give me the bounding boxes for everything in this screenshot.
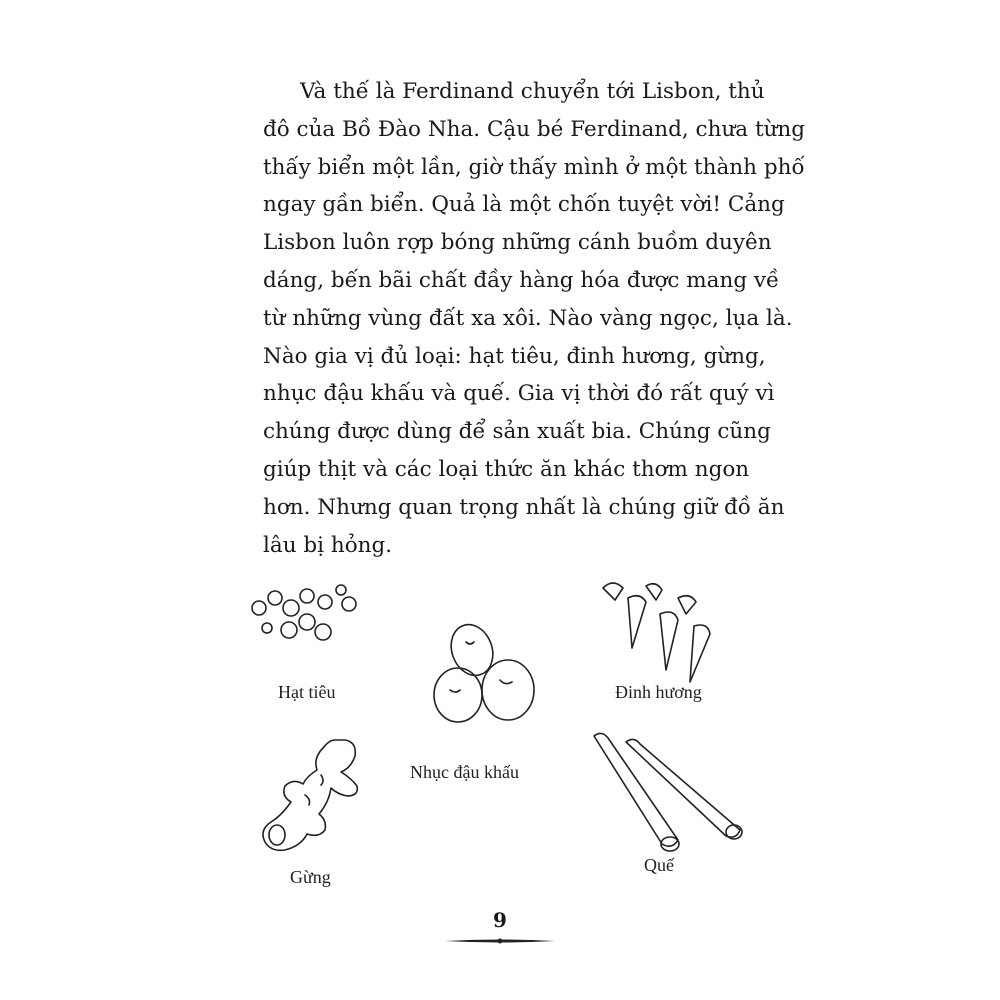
text-line: Và thế là Ferdinand chuyển tới Lisbon, thủ (300, 79, 765, 104)
text-line: lâu bị hỏng. (263, 532, 393, 558)
text-line: chúng được dùng để sản xuất bia. Chúng cũng (263, 419, 771, 445)
body-text (263, 73, 806, 564)
text-line: Lisbon luôn rợp bóng những cánh buồm duyên (263, 230, 772, 256)
text-line: Nào gia vị đủ loại: hạt tiêu, đinh hương, gừng, (263, 343, 766, 369)
ginger-label: Gừng (290, 867, 331, 887)
text-line: hơn. Nhưng quan trọng nhất là chúng giữ đồ ăn (263, 494, 785, 520)
text-line: đô của Bồ Đào Nha. Cậu bé Ferdinand, chưa từng (263, 116, 806, 142)
clove-illustration (598, 578, 723, 688)
text-line: dáng, bến bãi chất đầy hàng hóa được mang về (263, 267, 780, 293)
cinnamon-illustration (580, 730, 755, 860)
text-line: từ những vùng đất xa xôi. Nào vàng ngọc, lụa là. (263, 305, 793, 331)
pepper-label: Hạt tiêu (278, 682, 336, 702)
text-line: ngay gần biển. Quả là một chốn tuyệt vời! Cảng (263, 192, 785, 218)
text-line: thấy biển một lần, giờ thấy mình ở một thành phố (263, 154, 805, 180)
clove-label: Đinh hương (615, 682, 702, 702)
page-number: 9 (493, 908, 507, 932)
ginger-illustration (255, 735, 375, 860)
nutmeg-illustration (430, 620, 540, 725)
pepper-illustration (245, 580, 365, 650)
nutmeg-label: Nhục đậu khấu (410, 762, 519, 782)
text-line: giúp thịt và các loại thức ăn khác thơm ngon (263, 456, 750, 482)
text-line: nhục đậu khấu và quế. Gia vị thời đó rất quý vì (263, 381, 775, 407)
page-ornament (445, 936, 555, 946)
cinnamon-label: Quế (644, 855, 674, 875)
